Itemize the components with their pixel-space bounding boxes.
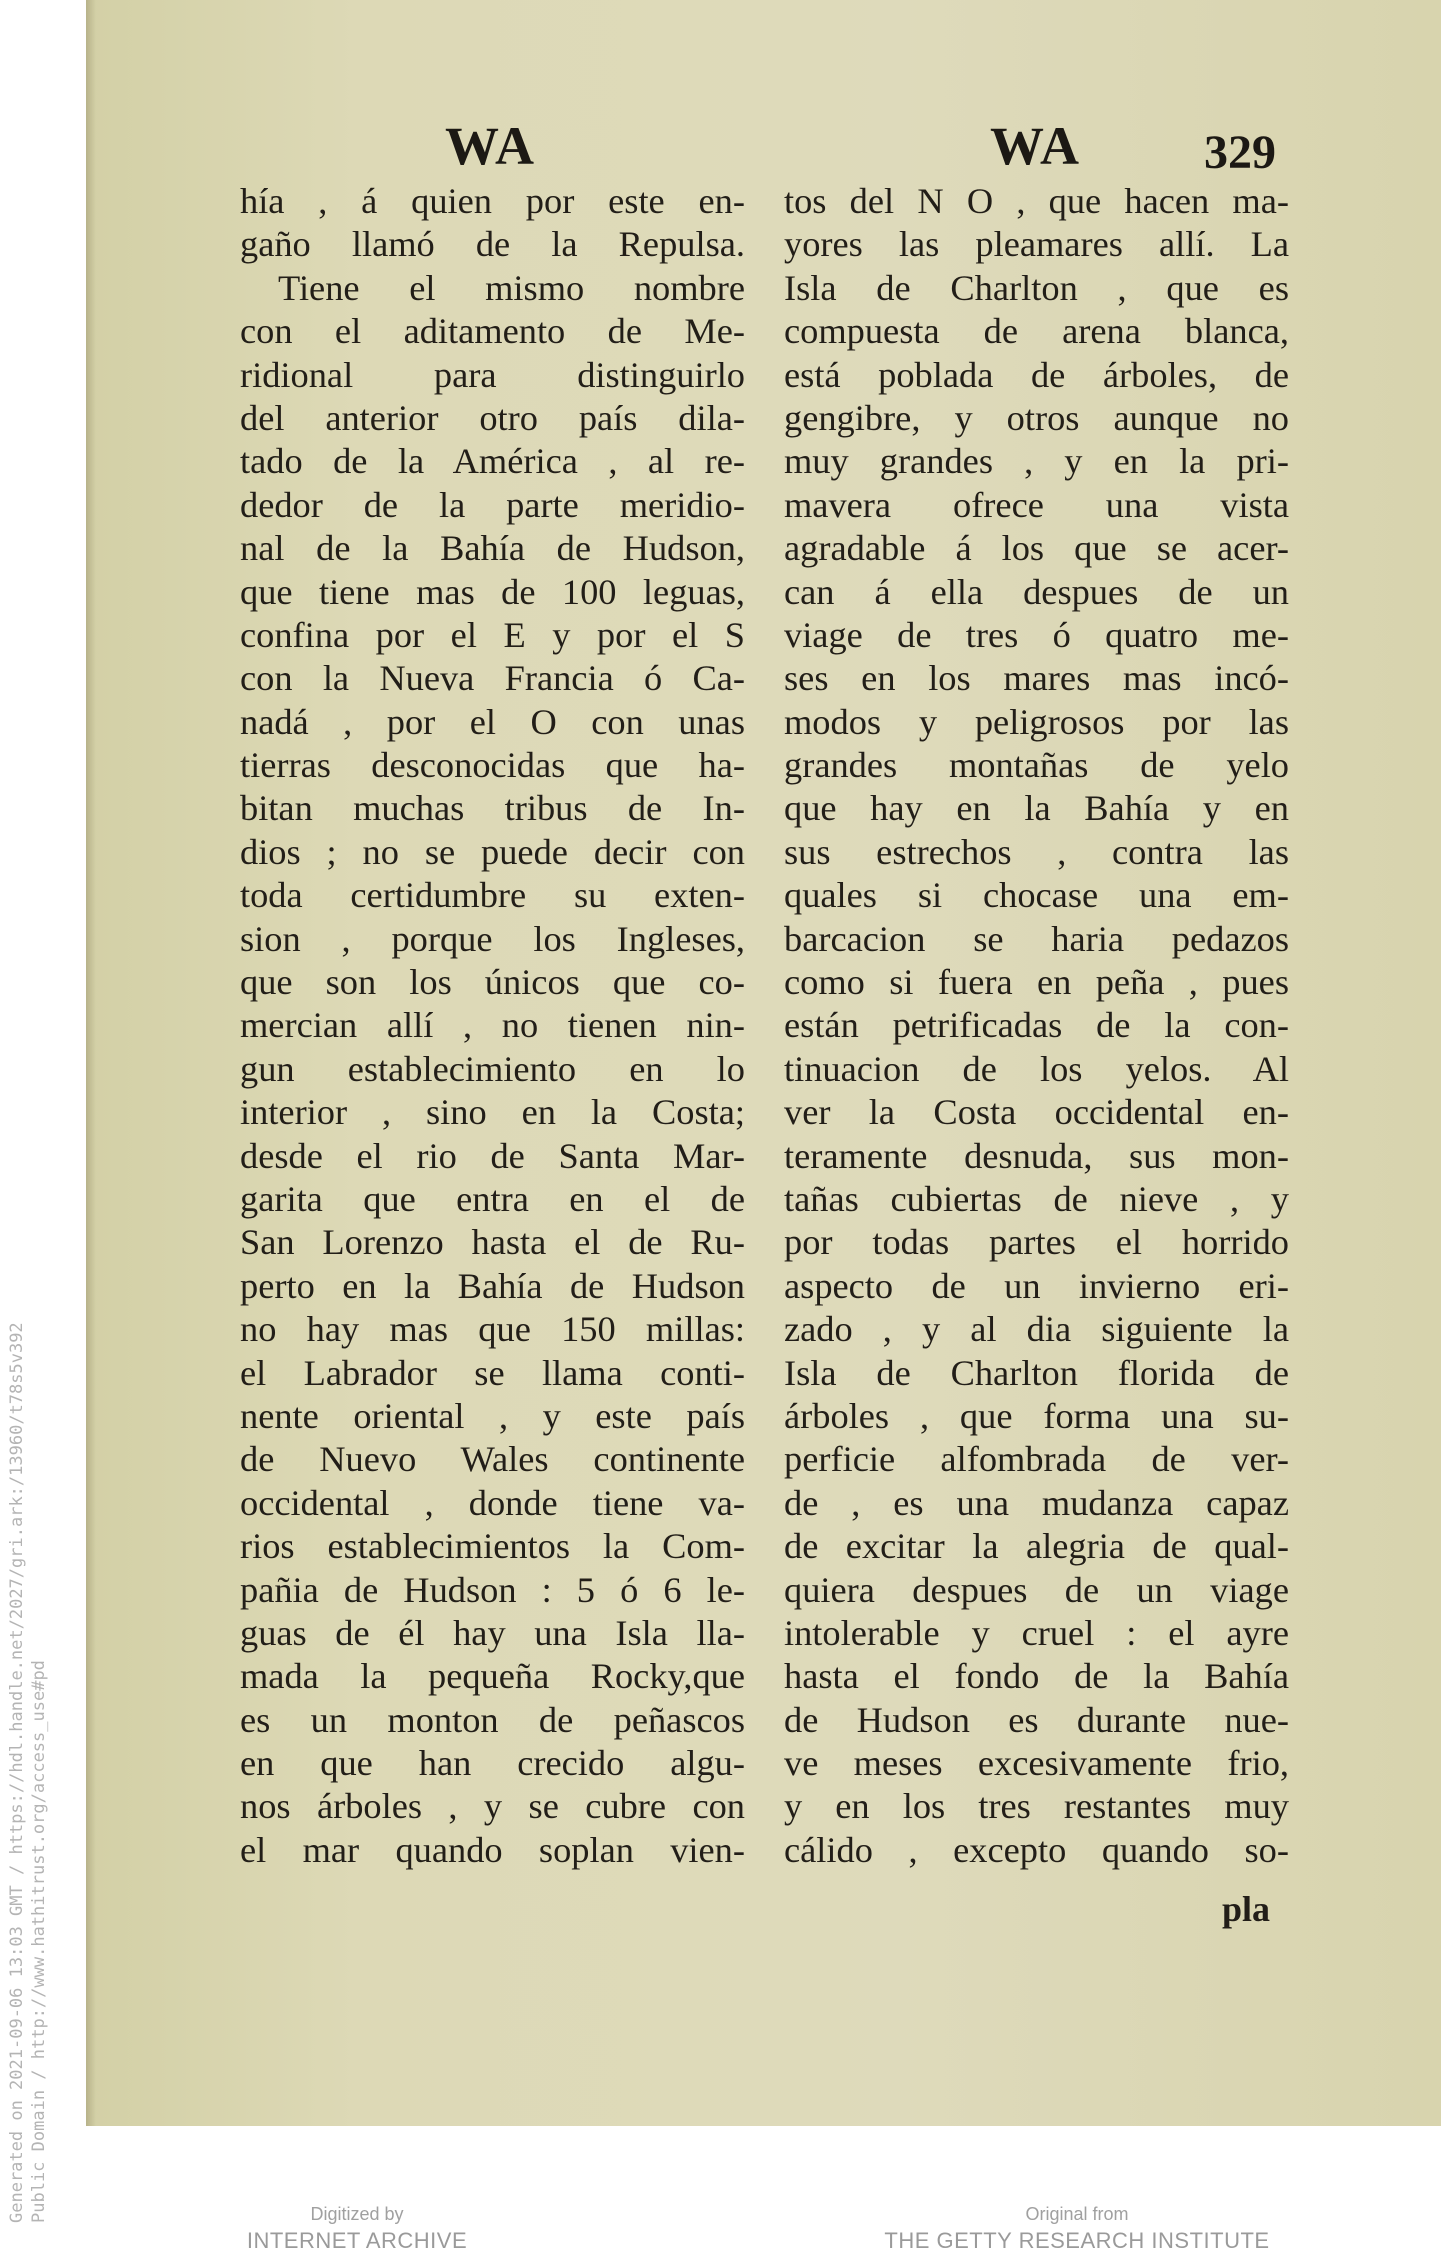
text-line: modos y peligrosos por las [784,701,1289,742]
text-line: gun establecimiento en lo [240,1048,745,1089]
text-line: garita que entra en el de [240,1178,745,1219]
text-line: quiera despues de un viage [784,1569,1289,1610]
text-line: es un monton de peñascos [240,1699,745,1740]
text-line: del anterior otro país dila- [240,397,745,438]
text-line: nadá , por el O con unas [240,701,745,742]
text-line: sion , porque los Ingleses, [240,918,745,959]
text-line: mercian allí , no tienen nin- [240,1005,745,1046]
original-from-label: Original from [1025,2204,1129,2224]
text-line: mavera ofrece una vista [784,484,1289,525]
text-line: tinuacion de los yelos. Al [784,1048,1289,1089]
text-line: nente oriental , y este país [240,1395,745,1436]
text-line: confina por el E y por el S [240,614,745,655]
text-line: con la Nueva Francia ó Ca- [240,658,745,699]
text-line: de Nuevo Wales continente [240,1439,745,1480]
text-line: cálido , excepto quando so- [784,1829,1289,1870]
digitized-by-source: INTERNET ARCHIVE [246,2228,468,2253]
text-line: dedor de la parte meridio- [240,484,745,525]
text-line: hía , á quien por este en- [240,181,745,221]
text-line: de Hudson es durante nue- [784,1699,1289,1740]
text-line: can á ella despues de un [784,571,1289,612]
text-line: zado , y al dia siguiente la [784,1309,1289,1350]
text-line: con el aditamento de Me- [240,311,745,352]
text-line: Isla de Charlton , que es [784,267,1289,308]
text-line: teramente desnuda, sus mon- [784,1135,1289,1176]
text-line: como si fuera en peña , pues [784,962,1289,1003]
text-line: que hay en la Bahía y en [784,788,1289,829]
text-line: por todas partes el horrido [784,1222,1289,1263]
text-line: rios establecimientos la Com- [240,1526,745,1567]
text-line: bitan muchas tribus de In- [240,788,745,829]
text-line: tierras desconocidas que ha- [240,745,745,786]
watermark-line-1: Generated on 2021-09-06 13:03 GMT / https://hdl.handle.net/2027/gri.ark:/13960/t78s5v392 [7,1322,27,2223]
text-line: tañas cubiertas de nieve , y [784,1178,1289,1219]
text-line: no hay mas que 150 millas: [240,1309,745,1350]
text-line: ridional para distinguirlo [240,354,745,395]
running-head-right: WA [990,116,1082,176]
text-line: gengibre, y otros aunque no [784,397,1289,438]
running-head-left: WA [445,116,537,176]
text-line: desde el rio de Santa Mar- [240,1135,745,1176]
text-line: perficie alfombrada de ver- [784,1439,1289,1480]
text-line: toda certidumbre su exten- [240,875,745,916]
page-number: 329 [1204,126,1276,179]
digitized-by-label: Digitized by [310,2204,404,2224]
text-line: está poblada de árboles, de [784,354,1289,395]
text-line: tado de la América , al re- [240,441,745,482]
text-line: gaño llamó de la Repulsa. [240,224,745,265]
text-line: grandes montañas de yelo [784,745,1289,786]
text-line: el Labrador se llama conti- [240,1352,745,1393]
text-line: sus estrechos , contra las [784,831,1289,872]
text-line: árboles , que forma una su- [784,1395,1289,1436]
text-line: ses en los mares mas incó- [784,658,1289,699]
text-line: ver la Costa occidental en- [784,1092,1289,1133]
text-line: aspecto de un invierno eri- [784,1265,1289,1306]
text-line: en que han crecido algu- [240,1743,745,1784]
text-line: nos árboles , y se cubre con [240,1786,745,1827]
watermark-line-2: Public Domain / http://www.hathitrust.org/access_use#pd [29,1660,49,2223]
text-line: ve meses excesivamente frio, [784,1743,1289,1784]
text-line: de excitar la alegria de qual- [784,1526,1289,1567]
text-line: occidental , donde tiene va- [240,1482,745,1523]
text-line: San Lorenzo hasta el de Ru- [240,1222,745,1263]
text-line: Tiene el mismo nombre [278,267,745,308]
text-line: yores las pleamares allí. La [784,224,1289,265]
text-line: de , es una mudanza capaz [784,1482,1289,1523]
text-line: muy grandes , y en la pri- [784,441,1289,482]
text-line: que son los únicos que co- [240,962,745,1003]
text-line: mada la pequeña Rocky,que [240,1656,745,1697]
text-line: el mar quando soplan vien- [240,1829,745,1870]
original-from-source: THE GETTY RESEARCH INSTITUTE [884,2228,1270,2253]
text-line: compuesta de arena blanca, [784,311,1289,352]
text-line: tos del N O , que hacen ma- [784,181,1289,221]
text-line: están petrificadas de la con- [784,1005,1289,1046]
text-line: que tiene mas de 100 leguas, [240,571,745,612]
text-line: viage de tres ó quatro me- [784,614,1289,655]
left-text-column [240,180,745,1872]
text-line: Isla de Charlton florida de [784,1352,1289,1393]
text-line: y en los tres restantes muy [784,1786,1289,1827]
text-line: nal de la Bahía de Hudson, [240,528,745,569]
generation-watermark [6,1023,50,2223]
text-line: perto en la Bahía de Hudson [240,1265,745,1306]
page-gutter-shadow [86,0,96,2126]
text-line: dios ; no se puede decir con [240,831,745,872]
text-line: quales si chocase una em- [784,875,1289,916]
text-line: pañia de Hudson : 5 ó 6 le- [240,1569,745,1610]
text-line: barcacion se haria pedazos [784,918,1289,959]
text-line: interior , sino en la Costa; [240,1092,745,1133]
text-line: guas de él hay una Isla lla- [240,1612,745,1653]
right-text-column [784,180,1289,1872]
catchword: pla [1222,1889,1271,1929]
text-line: hasta el fondo de la Bahía [784,1656,1289,1697]
text-line: intolerable y cruel : el ayre [784,1612,1289,1653]
text-line: agradable á los que se acer- [784,528,1289,569]
